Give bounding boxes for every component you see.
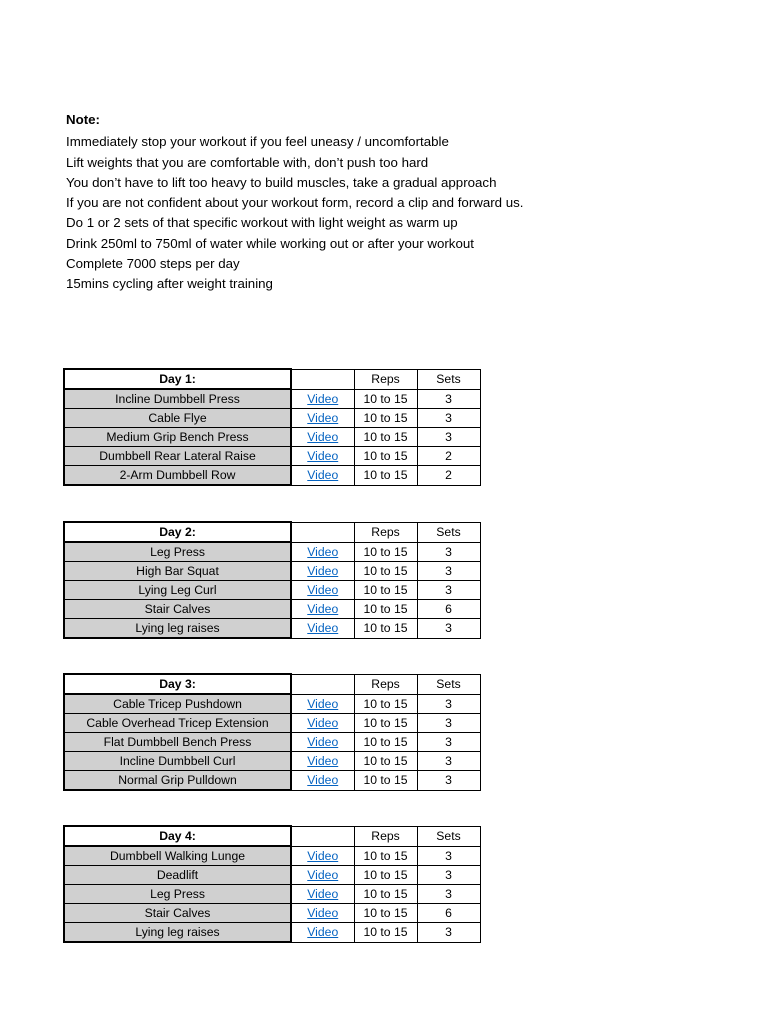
day-4-table: [63, 825, 481, 943]
table-row: [64, 694, 480, 714]
sets-value: 3: [417, 923, 480, 943]
reps-header: Reps: [354, 826, 417, 846]
exercise-name: High Bar Squat: [64, 562, 291, 581]
exercise-name: Lying Leg Curl: [64, 581, 291, 600]
reps-value: 10 to 15: [354, 562, 417, 581]
table-row: [64, 771, 480, 791]
table-header-row: [64, 369, 480, 389]
reps-value: 10 to 15: [354, 866, 417, 885]
video-link[interactable]: Video: [307, 544, 339, 559]
reps-value: 10 to 15: [354, 389, 417, 409]
exercise-name: Normal Grip Pulldown: [64, 771, 291, 791]
notes-section: [66, 110, 524, 295]
exercise-name: Incline Dumbbell Curl: [64, 752, 291, 771]
day-3-table: [63, 673, 481, 791]
reps-value: 10 to 15: [354, 600, 417, 619]
video-link[interactable]: Video: [307, 735, 339, 749]
exercise-name: Leg Press: [64, 542, 291, 562]
sets-value: 2: [417, 466, 480, 486]
day-title: Day 2:: [64, 522, 291, 542]
day-2-table: [63, 521, 481, 639]
table-header-row: [64, 674, 480, 694]
table-row: [64, 733, 480, 752]
exercise-name: Lying leg raises: [64, 619, 291, 639]
note-line: 15mins cycling after weight training: [66, 276, 273, 292]
table-row: [64, 542, 480, 562]
video-link[interactable]: Video: [307, 391, 339, 406]
video-header: [291, 522, 354, 542]
exercise-name: Cable Overhead Tricep Extension: [64, 714, 291, 733]
exercise-name: Incline Dumbbell Press: [64, 389, 291, 409]
video-link[interactable]: Video: [307, 696, 339, 711]
note-line: Do 1 or 2 sets of that specific workout with light weight as warm up: [66, 215, 458, 231]
exercise-name: Lying leg raises: [64, 923, 291, 943]
video-link[interactable]: Video: [307, 602, 339, 616]
sets-header: Sets: [417, 522, 480, 542]
reps-value: 10 to 15: [354, 581, 417, 600]
day-1-table: [63, 368, 481, 486]
video-link[interactable]: Video: [307, 868, 339, 882]
sets-value: 3: [417, 694, 480, 714]
exercise-name: Dumbbell Walking Lunge: [64, 846, 291, 866]
reps-value: 10 to 15: [354, 733, 417, 752]
video-link[interactable]: Video: [307, 430, 339, 444]
sets-value: 3: [417, 542, 480, 562]
table-row: [64, 409, 480, 428]
table-row: [64, 846, 480, 866]
video-link[interactable]: Video: [307, 449, 339, 463]
video-link[interactable]: Video: [307, 925, 339, 940]
table-header-row: [64, 826, 480, 846]
sets-header: Sets: [417, 674, 480, 694]
video-link[interactable]: Video: [307, 773, 339, 788]
note-title: Note:: [66, 112, 100, 127]
day-title: Day 1:: [64, 369, 291, 389]
day-title: Day 4:: [64, 826, 291, 846]
table-row: [64, 752, 480, 771]
sets-value: 3: [417, 752, 480, 771]
sets-value: 3: [417, 771, 480, 791]
reps-value: 10 to 15: [354, 885, 417, 904]
reps-header: Reps: [354, 674, 417, 694]
sets-value: 3: [417, 562, 480, 581]
reps-value: 10 to 15: [354, 447, 417, 466]
sets-value: 3: [417, 846, 480, 866]
table-row: [64, 619, 480, 639]
exercise-name: Dumbbell Rear Lateral Raise: [64, 447, 291, 466]
video-header: [291, 826, 354, 846]
exercise-name: 2-Arm Dumbbell Row: [64, 466, 291, 486]
video-link[interactable]: Video: [307, 583, 339, 597]
table-row: [64, 428, 480, 447]
reps-value: 10 to 15: [354, 619, 417, 639]
sets-value: 3: [417, 428, 480, 447]
exercise-name: Stair Calves: [64, 904, 291, 923]
table-row: [64, 866, 480, 885]
exercise-name: Stair Calves: [64, 600, 291, 619]
video-link[interactable]: Video: [307, 468, 339, 483]
video-link[interactable]: Video: [307, 906, 339, 920]
exercise-name: Flat Dumbbell Bench Press: [64, 733, 291, 752]
exercise-name: Cable Flye: [64, 409, 291, 428]
video-link[interactable]: Video: [307, 754, 339, 768]
table-row: [64, 466, 480, 486]
exercise-name: Cable Tricep Pushdown: [64, 694, 291, 714]
sets-value: 2: [417, 447, 480, 466]
video-header: [291, 369, 354, 389]
note-line: Immediately stop your workout if you feel uneasy / uncomfortable: [66, 134, 449, 150]
sets-value: 3: [417, 885, 480, 904]
reps-value: 10 to 15: [354, 846, 417, 866]
note-line: Complete 7000 steps per day: [66, 256, 240, 272]
reps-value: 10 to 15: [354, 409, 417, 428]
table-row: [64, 885, 480, 904]
sets-value: 3: [417, 409, 480, 428]
reps-value: 10 to 15: [354, 752, 417, 771]
sets-value: 3: [417, 619, 480, 639]
video-link[interactable]: Video: [307, 564, 339, 578]
video-link[interactable]: Video: [307, 848, 339, 863]
reps-value: 10 to 15: [354, 428, 417, 447]
video-link[interactable]: Video: [307, 716, 339, 730]
reps-value: 10 to 15: [354, 694, 417, 714]
sets-value: 3: [417, 389, 480, 409]
sets-value: 6: [417, 904, 480, 923]
exercise-name: Leg Press: [64, 885, 291, 904]
note-line: Drink 250ml to 750ml of water while working out or after your workout: [66, 235, 474, 251]
reps-header: Reps: [354, 522, 417, 542]
video-header: [291, 674, 354, 694]
reps-value: 10 to 15: [354, 923, 417, 943]
table-row: [64, 447, 480, 466]
reps-value: 10 to 15: [354, 542, 417, 562]
reps-value: 10 to 15: [354, 904, 417, 923]
day-title: Day 3:: [64, 674, 291, 694]
table-row: [64, 923, 480, 943]
exercise-name: Medium Grip Bench Press: [64, 428, 291, 447]
video-link[interactable]: Video: [307, 411, 339, 425]
video-link[interactable]: Video: [307, 621, 339, 636]
video-link[interactable]: Video: [307, 887, 339, 901]
note-line: If you are not confident about your workout form, record a clip and forward us.: [66, 195, 524, 211]
table-row: [64, 904, 480, 923]
reps-value: 10 to 15: [354, 466, 417, 486]
sets-value: 3: [417, 866, 480, 885]
table-row: [64, 562, 480, 581]
sets-value: 3: [417, 733, 480, 752]
exercise-name: Deadlift: [64, 866, 291, 885]
sets-header: Sets: [417, 826, 480, 846]
table-row: [64, 581, 480, 600]
sets-value: 3: [417, 714, 480, 733]
note-line: Lift weights that you are comfortable with, don’t push too hard: [66, 154, 429, 170]
reps-value: 10 to 15: [354, 771, 417, 791]
reps-value: 10 to 15: [354, 714, 417, 733]
sets-value: 6: [417, 600, 480, 619]
sets-value: 3: [417, 581, 480, 600]
table-header-row: [64, 522, 480, 542]
table-row: [64, 714, 480, 733]
sets-header: Sets: [417, 369, 480, 389]
table-row: [64, 389, 480, 409]
table-row: [64, 600, 480, 619]
note-line: You don’t have to lift too heavy to build muscles, take a gradual approach: [66, 174, 497, 190]
reps-header: Reps: [354, 369, 417, 389]
